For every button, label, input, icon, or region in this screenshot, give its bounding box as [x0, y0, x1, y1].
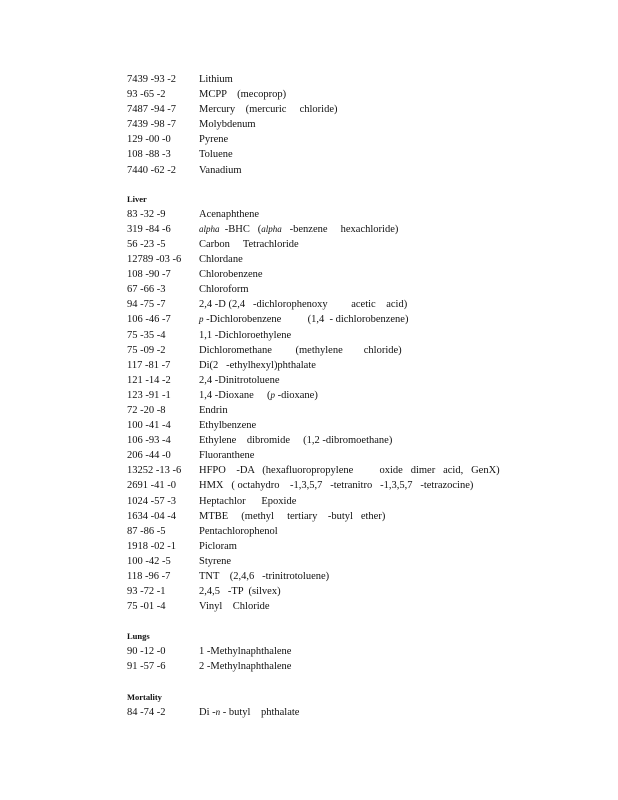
- section-heading: Mortality: [127, 691, 162, 702]
- cas-number: 7487 -94 -7: [127, 104, 176, 116]
- chemical-name: Di(2 -ethylhexyl)phthalate: [199, 359, 316, 371]
- chemical-name: 2,4 -Dinitrotoluene: [199, 374, 280, 386]
- list-item: [127, 87, 587, 102]
- cas-number: 108 -88 -3: [127, 149, 171, 161]
- chemical-name: Chlorobenzene: [199, 269, 263, 281]
- cas-number: 83 -32 -9: [127, 208, 166, 220]
- cas-number: 1918 -02 -1: [127, 540, 176, 552]
- chemical-name: Dichloromethane (methylene chloride): [199, 344, 402, 356]
- chemical-name: 1,1 -Dichloroethylene: [199, 329, 292, 341]
- chemical-name: 1,4 -Dioxane (p -dioxane): [199, 389, 318, 401]
- list-item: [127, 569, 587, 584]
- list-item: [127, 373, 587, 388]
- chemical-name: p -Dichlorobenzene (1,4 - dichlorobenzene): [199, 314, 409, 326]
- list-item: [127, 478, 587, 493]
- list-item: [127, 358, 587, 373]
- list-item: [127, 207, 587, 222]
- chemical-name: Endrin: [199, 404, 228, 416]
- list-item: [127, 433, 587, 448]
- cas-number: 100 -42 -5: [127, 555, 171, 567]
- list-item: [127, 509, 587, 524]
- chemical-name: Chloroform: [199, 284, 249, 296]
- chemical-name: TNT (2,4,6 -trinitrotoluene): [199, 571, 330, 582]
- cas-number: 117 -81 -7: [127, 359, 171, 371]
- chemical-name: Pentachlorophenol: [199, 525, 278, 537]
- list-item: [127, 644, 587, 659]
- chemical-name: Pyrene: [199, 134, 229, 146]
- list-item: [127, 282, 587, 297]
- cas-number: 75 -35 -4: [127, 329, 166, 341]
- chemical-name: Chlordane: [199, 254, 243, 266]
- chemical-name: Vanadium: [199, 164, 242, 176]
- list-item: [127, 117, 587, 132]
- cas-number: 2691 -41 -0: [127, 480, 176, 492]
- list-item: [127, 267, 587, 282]
- cas-number: 93 -72 -1: [127, 586, 166, 598]
- cas-number: 106 -46 -7: [127, 314, 171, 326]
- list-item: [127, 312, 587, 327]
- list-item: [127, 72, 587, 87]
- list-item: [127, 463, 587, 478]
- list-item: [127, 297, 587, 312]
- cas-number: 1024 -57 -3: [127, 495, 176, 507]
- cas-number: 7439 -93 -2: [127, 74, 176, 85]
- cas-number: 106 -93 -4: [127, 435, 171, 447]
- cas-number: 75 -01 -4: [127, 601, 166, 613]
- chemical-name: Ethylbenzene: [199, 420, 257, 432]
- cas-number: 56 -23 -5: [127, 238, 166, 250]
- cas-number: 7440 -62 -2: [127, 164, 176, 176]
- chemical-name: Heptachlor Epoxide: [199, 495, 297, 507]
- list-item: [127, 584, 587, 599]
- chemical-name: HMX ( octahydro -1,3,5,7 -tetranitro -1,3,5,7 -tetrazocine): [199, 480, 474, 492]
- cas-number: 206 -44 -0: [127, 450, 171, 462]
- chemical-name: Lithium: [199, 74, 233, 85]
- chemical-name: Styrene: [199, 555, 232, 567]
- list-item: [127, 237, 587, 252]
- chemical-name: Fluoranthene: [199, 450, 255, 462]
- chemical-name: Ethylene dibromide (1,2 -dibromoethane): [199, 435, 393, 447]
- list-item: [127, 403, 587, 418]
- cas-number: 12789 -03 -6: [127, 254, 182, 266]
- list-item: [127, 494, 587, 509]
- list-item: [127, 252, 587, 267]
- chemical-name: Picloram: [199, 540, 237, 552]
- chemical-name: HFPO -DA (hexafluoropropylene oxide dimer acid, GenX): [199, 465, 500, 477]
- list-item: [127, 599, 587, 614]
- list-item: [127, 388, 587, 403]
- cas-number: 93 -65 -2: [127, 89, 166, 101]
- list-item: [127, 554, 587, 569]
- list-item: [127, 222, 587, 237]
- list-item: [127, 163, 587, 178]
- chemical-name: 2,4,5 -TP (silvex): [199, 586, 281, 598]
- list-item: [127, 147, 587, 162]
- cas-number: 121 -14 -2: [127, 374, 171, 386]
- chemical-name: 2,4 -D (2,4 -dichlorophenoxy acetic acid): [199, 299, 408, 311]
- list-item: [127, 524, 587, 539]
- cas-number: 13252 -13 -6: [127, 465, 182, 477]
- list-item: [127, 132, 587, 147]
- chemical-name: 2 -Methylnaphthalene: [199, 661, 292, 673]
- cas-number: 129 -00 -0: [127, 134, 171, 146]
- chemical-name: MCPP (mecoprop): [199, 89, 287, 101]
- cas-number: 90 -12 -0: [127, 646, 166, 658]
- cas-number: 75 -09 -2: [127, 344, 166, 356]
- list-item: [127, 328, 587, 343]
- chemical-name: alpha -BHC (alpha -benzene hexachloride): [199, 223, 399, 235]
- cas-number: 94 -75 -7: [127, 299, 166, 311]
- chemical-name: Molybdenum: [199, 119, 256, 131]
- cas-number: 319 -84 -6: [127, 223, 171, 235]
- chemical-name: Di -n - butyl phthalate: [199, 706, 300, 718]
- chemical-name: 1 -Methylnaphthalene: [199, 646, 292, 658]
- chemical-name: Toluene: [199, 149, 233, 161]
- list-item: [127, 539, 587, 554]
- cas-number: 100 -41 -4: [127, 420, 171, 432]
- cas-number: 72 -20 -8: [127, 404, 166, 416]
- list-item: [127, 659, 587, 674]
- list-item: [127, 705, 587, 720]
- list-item: [127, 102, 587, 117]
- section-heading: Liver: [127, 193, 147, 204]
- list-item: [127, 418, 587, 433]
- cas-number: 108 -90 -7: [127, 269, 171, 281]
- cas-number: 67 -66 -3: [127, 284, 166, 296]
- list-item: [127, 343, 587, 358]
- list-item: [127, 448, 587, 463]
- cas-number: 87 -86 -5: [127, 525, 166, 537]
- chemical-name: MTBE (methyl tertiary -butyl ether): [199, 510, 386, 522]
- chemical-name: Mercury (mercuric chloride): [199, 104, 338, 116]
- cas-number: 84 -74 -2: [127, 706, 166, 718]
- chemical-name: Acenaphthene: [199, 208, 260, 220]
- cas-number: 118 -96 -7: [127, 571, 171, 582]
- cas-number: 1634 -04 -4: [127, 510, 176, 522]
- cas-number: 123 -91 -1: [127, 389, 171, 401]
- cas-number: 91 -57 -6: [127, 661, 166, 673]
- cas-number: 7439 -98 -7: [127, 119, 176, 131]
- document-page: [127, 72, 587, 720]
- section-heading: Lungs: [127, 631, 150, 642]
- chemical-name: Vinyl Chloride: [199, 601, 270, 613]
- chemical-name: Carbon Tetrachloride: [199, 238, 299, 250]
